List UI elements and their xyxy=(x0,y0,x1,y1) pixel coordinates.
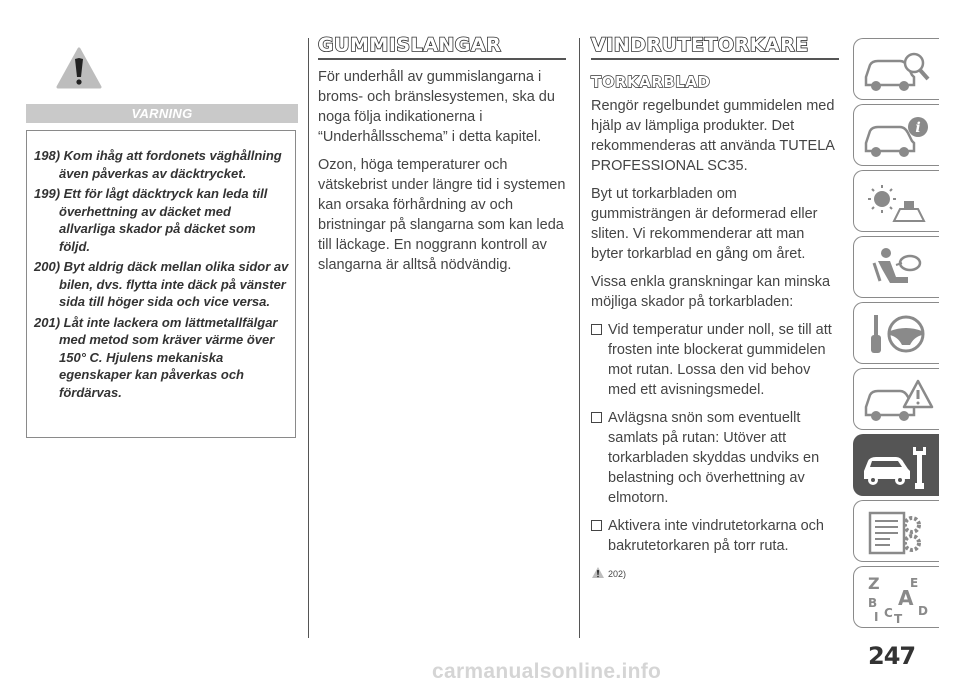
tab-dashboard-lights[interactable] xyxy=(853,170,939,232)
gummislangar-paragraph-2: Ozon, höga temperaturer och vätskebrist under längre tid i systemen kan orsaka förhårdning av och bristningar på slangarna som kan leda till läckage. En noggrann kontroll av slangarna är alltså nödvändig. xyxy=(318,157,566,273)
tab-seat-airbag[interactable] xyxy=(853,236,939,298)
warning-triangle-icon xyxy=(56,46,102,90)
warning-reference xyxy=(591,566,839,579)
gummislangar-heading: GUMMISLANGAR xyxy=(318,34,566,60)
index-letter: Z xyxy=(868,574,880,593)
warning-item-201: 201) Låt inte lackera om lättmetallfälgar med metod som kräver värme över 150° C. Hjulens mekaniska egenskaper kan påverkas och fördärvas. xyxy=(34,314,278,400)
page-number: 247 xyxy=(868,642,916,670)
bullet-text: Aktivera inte vindrutetorkarna och bakrutetorkaren på torr ruta. xyxy=(608,518,824,554)
gummislangar-paragraph-1: För underhåll av gummislangarna i broms- och bränslesystemen, ska du noga följa indikationerna i “Underhållsschema” i detta kapitel. xyxy=(318,69,555,145)
gummislangar-section xyxy=(318,34,566,275)
torkarblad-paragraph-2: Byt ut torkarbladen om gummisträngen är deformerad eller sliten. Vi rekommenderar att man byter torkarblad en gång om året. xyxy=(591,186,818,262)
torkarblad-paragraph-3: Vissa enkla granskningar kan minska möjliga skador på torkarbladen: xyxy=(591,274,831,310)
warning-item-199: 199) Ett för lågt däcktryck kan leda till överhettning av däcket med allvarliga skador på däcket som följd. xyxy=(34,186,268,254)
index-letter: D xyxy=(918,604,928,618)
car-wrench-icon xyxy=(860,439,936,493)
warning-box xyxy=(26,130,296,438)
seat-airbag-icon xyxy=(860,241,936,295)
warning-title: VARNING xyxy=(26,104,298,123)
index-letter: B xyxy=(868,596,878,610)
warning-item-198: 198) Kom ihåg att fordonets väghållning även påverkas av däcktrycket. xyxy=(34,148,282,181)
key-steering-wheel-icon xyxy=(860,307,936,361)
reference-number: 202) xyxy=(608,569,627,579)
torkarblad-subheading: TORKARBLAD xyxy=(591,73,711,91)
torkarblad-paragraph-1: Rengör regelbundet gummidelen med hjälp av lämpliga produkter. Det rekommenderas att använda TUTELA PROFESSIONAL SC35. xyxy=(591,98,835,174)
tab-alphabetical-index[interactable] xyxy=(853,566,939,628)
small-warning-icon xyxy=(591,566,605,579)
index-letter: E xyxy=(910,576,919,590)
checkbox-bullet-icon xyxy=(591,520,602,531)
tab-key-steering-wheel[interactable] xyxy=(853,302,939,364)
bullet-text: Avlägsna snön som eventuellt samlats på rutan: Utöver att torkarbladen skyddas undviks en belastning och överhettning av elmotorn. xyxy=(608,410,820,506)
vindrutetorkare-section xyxy=(591,34,839,579)
checkbox-bullet-icon xyxy=(591,324,602,335)
tab-car-search[interactable] xyxy=(853,38,939,100)
dashboard-lights-icon xyxy=(860,175,936,229)
tab-maintenance[interactable] xyxy=(853,434,939,496)
index-letter: C xyxy=(884,606,893,620)
bullet-text: Vid temperatur under noll, se till att frosten inte blockerat gummidelen mot rutan. Lossa den vid behov med ett avisningsmedel. xyxy=(608,322,832,398)
car-search-icon xyxy=(860,43,936,97)
car-info-icon xyxy=(860,109,936,163)
column-divider-left xyxy=(308,38,309,638)
specifications-icon xyxy=(860,505,936,559)
warning-item-200: 200) Byt aldrig däck mellan olika sidor av bilen, dvs. flytta inte däck på vänster sida till höger sida och vice versa. xyxy=(34,259,289,309)
index-letter: A xyxy=(898,586,914,610)
vindrutetorkare-heading: VINDRUTETORKARE xyxy=(591,34,839,60)
checkbox-bullet-icon xyxy=(591,412,602,423)
alphabetical-index-icon xyxy=(860,571,936,625)
column-divider-right xyxy=(579,38,580,638)
watermark-text: carmanualsonline.info xyxy=(432,660,662,683)
index-letter: I xyxy=(874,610,879,624)
index-letter: T xyxy=(894,612,903,625)
bullet-item xyxy=(591,516,839,556)
tab-specifications[interactable] xyxy=(853,500,939,562)
car-warning-icon xyxy=(860,373,936,427)
tab-car-info[interactable] xyxy=(853,104,939,166)
bullet-item xyxy=(591,320,839,400)
bullet-item xyxy=(591,408,839,508)
tab-car-warning[interactable] xyxy=(853,368,939,430)
svg-text:i: i xyxy=(915,120,921,136)
